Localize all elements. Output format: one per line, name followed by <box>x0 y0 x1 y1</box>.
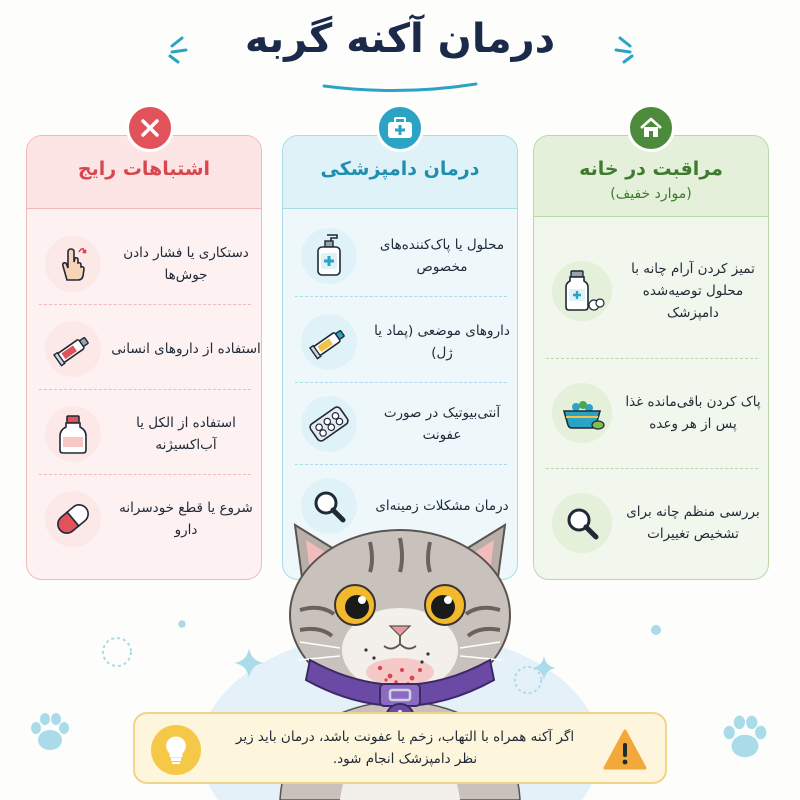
mistakes-panel <box>26 135 262 580</box>
divider <box>39 474 251 475</box>
divider <box>295 382 507 383</box>
hand-squeeze-icon <box>45 236 101 292</box>
list-item <box>283 216 517 296</box>
ointment-tube-icon <box>45 321 101 377</box>
item-label: آنتی‌بیوتیک در صورت عفونت <box>383 405 501 443</box>
item-label: شروع یا قطع خودسرانه دارو <box>119 500 253 538</box>
sparkle-left-icon <box>148 34 188 64</box>
item-label: پاک کردن باقی‌مانده غذا پس از هر وعده <box>625 394 761 432</box>
item-label: تمیز کردن آرام چانه با محلول توصیه‌شده دامپزشک <box>631 261 755 321</box>
divider <box>546 358 758 359</box>
pill-blister-icon <box>301 396 357 452</box>
capsule-icon <box>45 491 101 547</box>
vet-panel <box>282 135 518 580</box>
divider <box>295 464 507 465</box>
divider <box>295 296 507 297</box>
list-item <box>283 302 517 382</box>
mistakes-title: اشتباهات رایج <box>77 158 211 180</box>
solution-bottle-icon <box>552 261 612 321</box>
list-item <box>27 309 261 389</box>
lightbulb-icon <box>151 725 201 775</box>
title-underline <box>320 78 480 98</box>
item-label: محلول یا پاک‌کننده‌های مخصوص <box>379 237 505 275</box>
vet-title: درمان دامپزشکی <box>320 158 480 180</box>
home-subtitle: (موارد خفیف) <box>610 186 692 202</box>
dot-icon <box>648 622 664 638</box>
dotted-circle-icon <box>512 664 544 696</box>
divider <box>546 468 758 469</box>
pump-bottle-icon <box>301 228 357 284</box>
divider <box>39 304 251 305</box>
list-item <box>534 368 768 458</box>
sparkle-right-icon <box>614 34 654 64</box>
list-item <box>283 384 517 464</box>
item-label: داروهای موضعی (پماد یا ژل) <box>374 323 510 361</box>
list-item <box>27 224 261 304</box>
item-label: استفاده از داروهای انسانی <box>111 341 261 357</box>
food-bowl-icon <box>552 383 612 443</box>
paw-icon <box>26 708 74 756</box>
house-icon <box>627 104 675 152</box>
dotted-circle-icon <box>100 635 134 669</box>
bottle-icon <box>45 406 101 462</box>
divider <box>39 389 251 390</box>
warning-icon <box>603 728 647 772</box>
home-title: مراقبت در خانه <box>579 158 723 180</box>
item-label: دستکاری یا فشار دادن جوش‌ها <box>123 245 249 283</box>
warning-note <box>133 712 667 784</box>
paw-icon <box>718 710 772 764</box>
item-label: بررسی منظم چانه برای تشخیص تغییرات <box>626 504 760 542</box>
note-text: اگر آکنه همراه با التهاب، زخم یا عفونت باشد، درمان باید زیر نظر دامپزشک انجام شود. <box>235 729 575 767</box>
x-icon <box>126 104 174 152</box>
home-panel <box>533 135 769 580</box>
list-item <box>534 236 768 346</box>
dot-icon <box>176 618 188 630</box>
first-aid-kit-icon <box>376 104 424 152</box>
page-title: درمان آکنه گربه <box>244 16 556 62</box>
item-label: استفاده از الکل یا آب‌اکسیژنه <box>136 415 236 453</box>
list-item <box>27 394 261 474</box>
item-label: درمان مشکلات زمینه‌ای <box>375 498 509 514</box>
sparkle-icon <box>234 648 264 678</box>
ointment-tube-icon <box>301 314 357 370</box>
